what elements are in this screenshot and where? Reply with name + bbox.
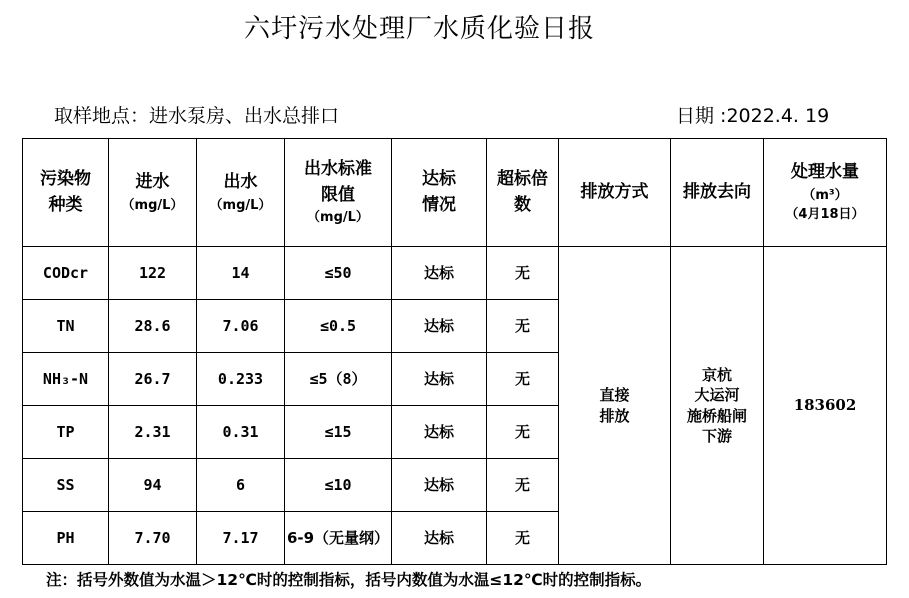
limit-cell: ≤15 bbox=[285, 406, 392, 459]
status-cell: 达标 bbox=[392, 406, 487, 459]
limit-cell: ≤5（8） bbox=[285, 353, 392, 406]
volume-cell: 183602 bbox=[764, 247, 887, 565]
footnote: 注：括号外数值为水温＞12℃时的控制指标，括号内数值为水温≤12℃时的控制指标。 bbox=[46, 571, 652, 589]
outflow-cell: 14 bbox=[197, 247, 285, 300]
discharge-dest-line4: 下游 bbox=[701, 426, 732, 445]
header-inflow-line1: 进水 bbox=[135, 172, 170, 192]
limit-cell: ≤50 bbox=[285, 247, 392, 300]
header-volume bbox=[764, 139, 887, 247]
header-status-line1: 达标 bbox=[422, 169, 456, 189]
pollutant-cell: SS bbox=[23, 459, 109, 512]
limit-cell: ≤10 bbox=[285, 459, 392, 512]
inflow-cell: 122 bbox=[109, 247, 197, 300]
outflow-cell: 0.233 bbox=[197, 353, 285, 406]
report-title: 六圩污水处理厂水质化验日报 bbox=[243, 14, 595, 44]
status-cell: 达标 bbox=[392, 512, 487, 565]
pollutant-cell: TP bbox=[23, 406, 109, 459]
outflow-cell: 0.31 bbox=[197, 406, 285, 459]
header-inflow-line2: （mg/L） bbox=[121, 197, 184, 213]
report-date: 日期 :2022.4. 19 bbox=[676, 105, 830, 127]
header-outflow-line1: 出水 bbox=[223, 172, 258, 192]
inflow-cell: 26.7 bbox=[109, 353, 197, 406]
header-inflow bbox=[109, 139, 197, 247]
header-exceed-line2: 数 bbox=[514, 194, 531, 215]
header-limit bbox=[285, 139, 392, 247]
header-limit-line2: 限值 bbox=[321, 184, 355, 205]
header-pollutant-line1: 污染物 bbox=[40, 169, 91, 189]
pollutant-cell: NH₃-N bbox=[23, 353, 109, 406]
pollutant-cell: CODcr bbox=[23, 247, 109, 300]
outflow-cell: 7.06 bbox=[197, 300, 285, 353]
status-cell: 达标 bbox=[392, 353, 487, 406]
discharge-method-line2: 排放 bbox=[599, 406, 630, 425]
pollutant-cell: PH bbox=[23, 512, 109, 565]
table-row bbox=[23, 247, 887, 300]
header-status bbox=[392, 139, 487, 247]
header-discharge-dest: 排放去向 bbox=[671, 139, 764, 247]
header-discharge-method: 排放方式 bbox=[559, 139, 671, 247]
exceed-cell: 无 bbox=[487, 353, 559, 406]
discharge-method-line1: 直接 bbox=[599, 386, 630, 405]
limit-cell: 6-9（无量纲） bbox=[285, 512, 392, 565]
discharge-method-cell bbox=[559, 247, 671, 565]
discharge-dest-line3: 施桥船闸 bbox=[686, 406, 747, 425]
header-limit-line3: （mg/L） bbox=[307, 210, 369, 226]
header-limit-line1: 出水标准 bbox=[304, 159, 372, 180]
header-exceed-line1: 超标倍 bbox=[497, 169, 548, 189]
inflow-cell: 7.70 bbox=[109, 512, 197, 565]
discharge-dest-cell bbox=[671, 247, 764, 565]
status-cell: 达标 bbox=[392, 459, 487, 512]
header-volume-line3: （4月18日） bbox=[785, 207, 865, 223]
pollutant-cell: TN bbox=[23, 300, 109, 353]
header-outflow bbox=[197, 139, 285, 247]
discharge-dest-line2: 大运河 bbox=[694, 386, 740, 405]
limit-cell: ≤0.5 bbox=[285, 300, 392, 353]
exceed-cell: 无 bbox=[487, 406, 559, 459]
exceed-cell: 无 bbox=[487, 247, 559, 300]
header-row bbox=[23, 139, 887, 247]
status-cell: 达标 bbox=[392, 300, 487, 353]
header-volume-line1: 处理水量 bbox=[791, 162, 859, 183]
header-pollutant bbox=[23, 139, 109, 247]
header-pollutant-line2: 种类 bbox=[48, 194, 83, 215]
header-outflow-line2: （mg/L） bbox=[209, 197, 272, 213]
discharge-dest-line1: 京杭 bbox=[701, 366, 732, 384]
header-status-line2: 情况 bbox=[422, 194, 456, 215]
inflow-cell: 2.31 bbox=[109, 406, 197, 459]
exceed-cell: 无 bbox=[487, 459, 559, 512]
water-quality-table bbox=[22, 138, 887, 565]
inflow-cell: 94 bbox=[109, 459, 197, 512]
inflow-cell: 28.6 bbox=[109, 300, 197, 353]
exceed-cell: 无 bbox=[487, 512, 559, 565]
outflow-cell: 7.17 bbox=[197, 512, 285, 565]
outflow-cell: 6 bbox=[197, 459, 285, 512]
header-exceed bbox=[487, 139, 559, 247]
exceed-cell: 无 bbox=[487, 300, 559, 353]
status-cell: 达标 bbox=[392, 247, 487, 300]
header-volume-line2: （m³） bbox=[802, 187, 848, 203]
sampling-location: 取样地点：进水泵房、出水总排口 bbox=[54, 105, 340, 127]
